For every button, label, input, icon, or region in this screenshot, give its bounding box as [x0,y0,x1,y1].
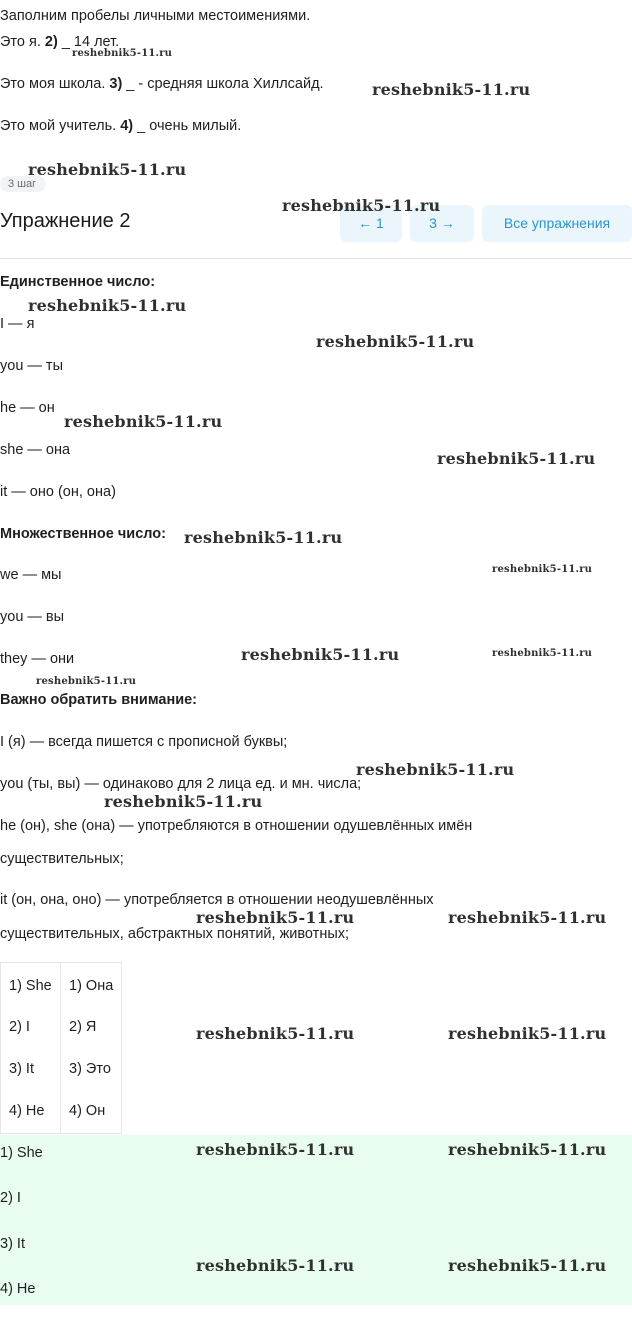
watermark: reshebnik5-11.ru [104,792,263,811]
table-cell: 3) Это [69,1061,111,1077]
sentence-text: _ очень милый. [133,118,242,134]
pronoun-item: I — я [0,316,35,332]
sentence-text: _ - средняя школа Хиллсайд. [122,76,324,92]
pronoun-item: you — вы [0,609,65,625]
watermark: reshebnik5-11.ru [448,908,607,927]
pronoun-item: it — оно (он, она) [0,484,116,500]
watermark: reshebnik5-11.ru [282,196,441,215]
watermark: reshebnik5-11.ru [492,564,593,575]
singular-heading-text: Единственное число: [0,274,156,290]
next-exercise-button[interactable]: 3 → [410,205,474,242]
divider [0,258,632,259]
all-exercises-button[interactable]: Все упражнения [482,205,632,242]
sentence-text: Это моя школа. [0,76,110,92]
pronoun-item: they — они [0,651,75,667]
watermark: reshebnik5-11.ru [316,332,475,351]
plural-heading [0,526,166,542]
sentence-text: Это мой учитель. [0,118,121,134]
intro-line: Заполним пробелы личными местоимениями. [0,8,311,24]
pronoun-item: you — ты [0,358,63,374]
sentence-3 [0,76,324,92]
table-cell: 2) I [9,1019,30,1035]
watermark: reshebnik5-11.ru [196,1024,355,1043]
table-column-divider [60,963,61,1133]
pronoun-item: we — мы [0,567,62,583]
notes-heading-text: Важно обратить внимание: [0,692,198,708]
plural-heading-text: Множественное число: [0,526,166,542]
notes-heading [0,692,197,708]
exercise-title: Упражнение 2 [0,210,131,232]
sentence-number: 4) [120,118,134,134]
sentence-number: 3) [109,76,123,92]
note-line: I (я) — всегда пишется с прописной буквы; [0,734,288,750]
watermark: reshebnik5-11.ru [28,160,187,179]
note-line: существительных, абстрактных понятий, животных; [0,926,350,942]
answer-item: 3) It [0,1236,25,1252]
watermark: reshebnik5-11.ru [448,1024,607,1043]
watermark: reshebnik5-11.ru [372,80,531,99]
table-cell: 2) Я [69,1019,97,1035]
watermark: reshebnik5-11.ru [196,908,355,927]
table-cell: 1) Она [69,978,114,994]
watermark: reshebnik5-11.ru [241,645,400,664]
prev-exercise-button[interactable]: ← 1 [340,205,402,242]
watermark: reshebnik5-11.ru [437,449,596,468]
table-cell: 1) She [9,978,52,994]
watermark: reshebnik5-11.ru [448,1256,607,1275]
answer-item: 2) I [0,1190,21,1206]
watermark: reshebnik5-11.ru [356,760,515,779]
watermark: reshebnik5-11.ru [184,528,343,547]
watermark: reshebnik5-11.ru [196,1256,355,1275]
pronoun-item: she — она [0,442,71,458]
watermark: reshebnik5-11.ru [196,1140,355,1159]
pronoun-item: he — он [0,400,55,416]
note-line: существительных; [0,851,124,867]
watermark: reshebnik5-11.ru [492,648,593,659]
note-line: he (он), she (она) — употребляются в отношении одушевлённых имён [0,818,473,834]
step-badge: 3 шаг [0,176,46,192]
table-cell: 4) He [9,1103,45,1119]
singular-heading [0,274,155,290]
answer-box [0,1135,632,1305]
watermark: reshebnik5-11.ru [64,412,223,431]
watermark: reshebnik5-11.ru [72,48,173,59]
sentence-text: _ 14 лет. [57,34,120,50]
sentence-number: 2) [44,34,58,50]
answer-table [0,962,122,1134]
watermark: reshebnik5-11.ru [36,676,137,687]
note-line: it (он, она, оно) — употребляется в отношении неодушевлённых [0,892,434,908]
watermark: reshebnik5-11.ru [448,1140,607,1159]
note-line: you (ты, вы) — одинаково для 2 лица ед. и мн. числа; [0,776,362,792]
sentence-text: Это я. [0,34,45,50]
watermark: reshebnik5-11.ru [28,296,187,315]
answer-item: 4) He [0,1281,36,1297]
table-cell: 4) Он [69,1103,106,1119]
table-cell: 3) It [9,1061,34,1077]
sentence-4 [0,118,241,134]
answer-item: 1) She [0,1145,43,1161]
